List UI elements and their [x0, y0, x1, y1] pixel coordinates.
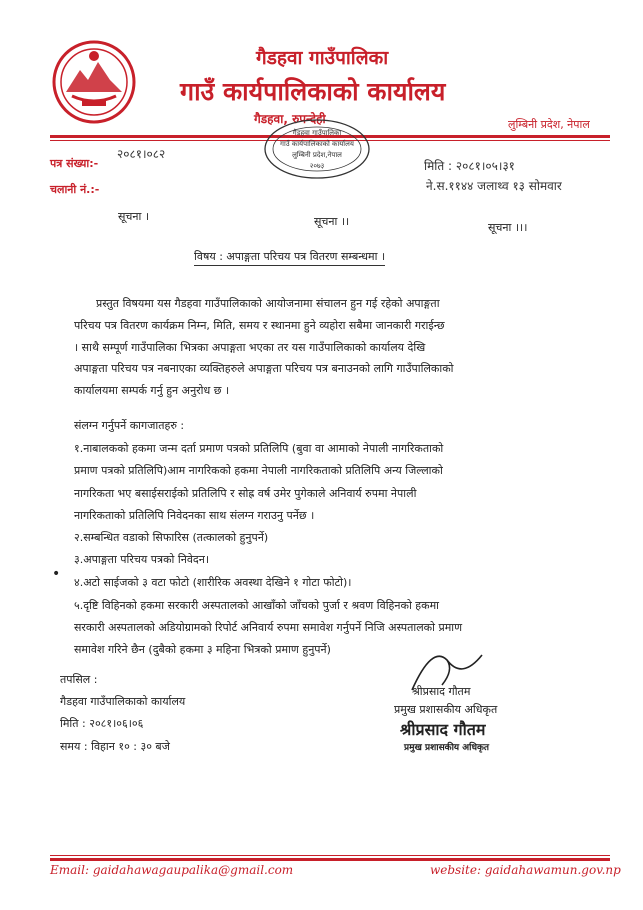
- details-time: समय : विहान १० : ३० बजे: [60, 740, 170, 753]
- footer-rule: [50, 858, 610, 861]
- province: लुम्बिनी प्रदेश, नेपाल: [508, 118, 590, 131]
- office-name: गाउँ कार्यपालिकाको कार्यालय: [180, 77, 446, 106]
- seal-line3: लुम्बिनी प्रदेश,नेपाल: [292, 151, 342, 159]
- body-line: । साथै सम्पूर्ण गाउँपालिका भित्रका अपाङ्गता भएका तर यस गाउँपालिकाको कार्यालय देखि: [74, 341, 426, 354]
- subject-line: विषय : अपाङ्गता परिचय पत्र वितरण सम्बन्धमा ।: [194, 249, 385, 266]
- footer-email: Email: gaidahawagaupalika@gmail.com: [50, 863, 294, 877]
- details-venue: गैडहवा गाउँपालिकाको कार्यालय: [60, 695, 186, 708]
- emblem-icon: [52, 40, 136, 124]
- ref-value: २०८१।०८२: [117, 147, 166, 161]
- signatory-stamp-title: प्रमुख प्रशासकीय अधिकृत: [404, 743, 490, 753]
- details-heading: तपसिल :: [60, 673, 98, 686]
- document-item: ४.अटो साईजको ३ वटा फोटो (शारीरिक अवस्था देखिने १ गोटा फोटो)।: [74, 576, 352, 589]
- documents-heading: संलग्न गर्नुपर्ने कागजातहरु :: [74, 419, 185, 432]
- notice-1: सूचना ।: [118, 210, 150, 223]
- notice-2: सूचना ।।: [314, 215, 350, 228]
- body-line: अपाङ्गता परिचय पत्र नबनाएका व्यक्तिहरुले अपाङ्गता परिचय पत्र बनाउनको लागि गाउँपालिकाको: [74, 362, 454, 375]
- ref-label: पत्र संख्या:-: [50, 157, 99, 170]
- org-name: गैडहवा गाउँपालिका: [256, 47, 389, 69]
- document-item: १.नाबालकको हकमा जन्म दर्ता प्रमाण पत्रको प्रतिलिपि (बुवा वा आमाको नेपाली नागरिकताको: [74, 442, 444, 455]
- details-date: मिति : २०८१।०६।०६: [60, 717, 144, 730]
- notice-3: सूचना ।।।: [488, 221, 528, 234]
- document-item: नागरिकताको प्रतिलिपि निवेदनका साथ संलग्न गराउनु पर्नेछ ।: [74, 509, 315, 522]
- body-line: परिचय पत्र वितरण कार्यक्रम निम्न, मिति, समय र स्थानमा हुने व्यहोरा सबैमा जानकारी गराईन्छ: [74, 319, 445, 332]
- date-line: मिति : २०८१।०५।३१: [424, 159, 515, 173]
- margin-mark: •: [52, 566, 61, 582]
- body-line: प्रस्तुत विषयमा यस गैडहवा गाउँपालिकाको आयोजनामा संचालन हुन गई रहेको अपाङ्गता: [96, 297, 440, 310]
- document-item: सरकारी अस्पतालको अडियोग्रामको रिपोर्ट अनिवार्य रुपमा समावेश गर्नुपर्ने निजि अस्पतालको प्रमाण: [74, 621, 463, 634]
- document-item: २.सम्बन्धित वडाको सिफारिस (तत्कालको हुनुपर्ने): [74, 531, 269, 544]
- seal-year: २०७३: [309, 162, 325, 170]
- footer-rule-thin: [50, 855, 610, 856]
- signatory-name: श्रीप्रसाद गौतम: [412, 685, 471, 698]
- body-line: कार्यालयमा सम्पर्क गर्नु हुन अनुरोध छ ।: [74, 384, 230, 397]
- signatory-stamp-name: श्रीप्रसाद गौतम: [400, 720, 486, 739]
- office-seal: [262, 118, 372, 180]
- document-item: ५.दृष्टि विहिनको हकमा सरकारी अस्पतालको आखाँको जाँचको पुर्जा र श्रवण विहिनको हकमा: [74, 599, 440, 612]
- document-item: प्रमाण पत्रको प्रतिलिपि)आम नागरिकको हकमा नेपाली नागरिकताको प्रतिलिपि अन्य जिल्लाको: [74, 464, 443, 477]
- seal-line1: गैडहवा गाउँपालिका: [292, 129, 342, 137]
- nepal-sambat: ने.स.११४४ जलाथ्व १३ सोमवार: [426, 179, 562, 193]
- signatory-title: प्रमुख प्रशासकीय अधिकृत: [394, 703, 498, 716]
- document-item: समावेश गरिने छैन (दुबैको हकमा ३ महिना भित्रको प्रमाण हुनुपर्ने): [74, 643, 331, 656]
- address: गैडहवा, रुपन्देही: [254, 112, 326, 126]
- document-item: नागरिकता भए बसाईसराईको प्रतिलिपि र सोह्र वर्ष उमेर पुगेकाले अनिवार्य रुपमा नेपाली: [74, 487, 417, 500]
- document-item: ३.अपाङ्गता परिचय पत्रको निवेदन।: [74, 553, 210, 566]
- dispatch-label: चलानी नं.:-: [50, 183, 100, 196]
- seal-line2: गाउँ कार्यपालिकाको कार्यालय: [280, 140, 354, 148]
- footer-website: website: gaidahawamun.gov.np: [430, 863, 621, 877]
